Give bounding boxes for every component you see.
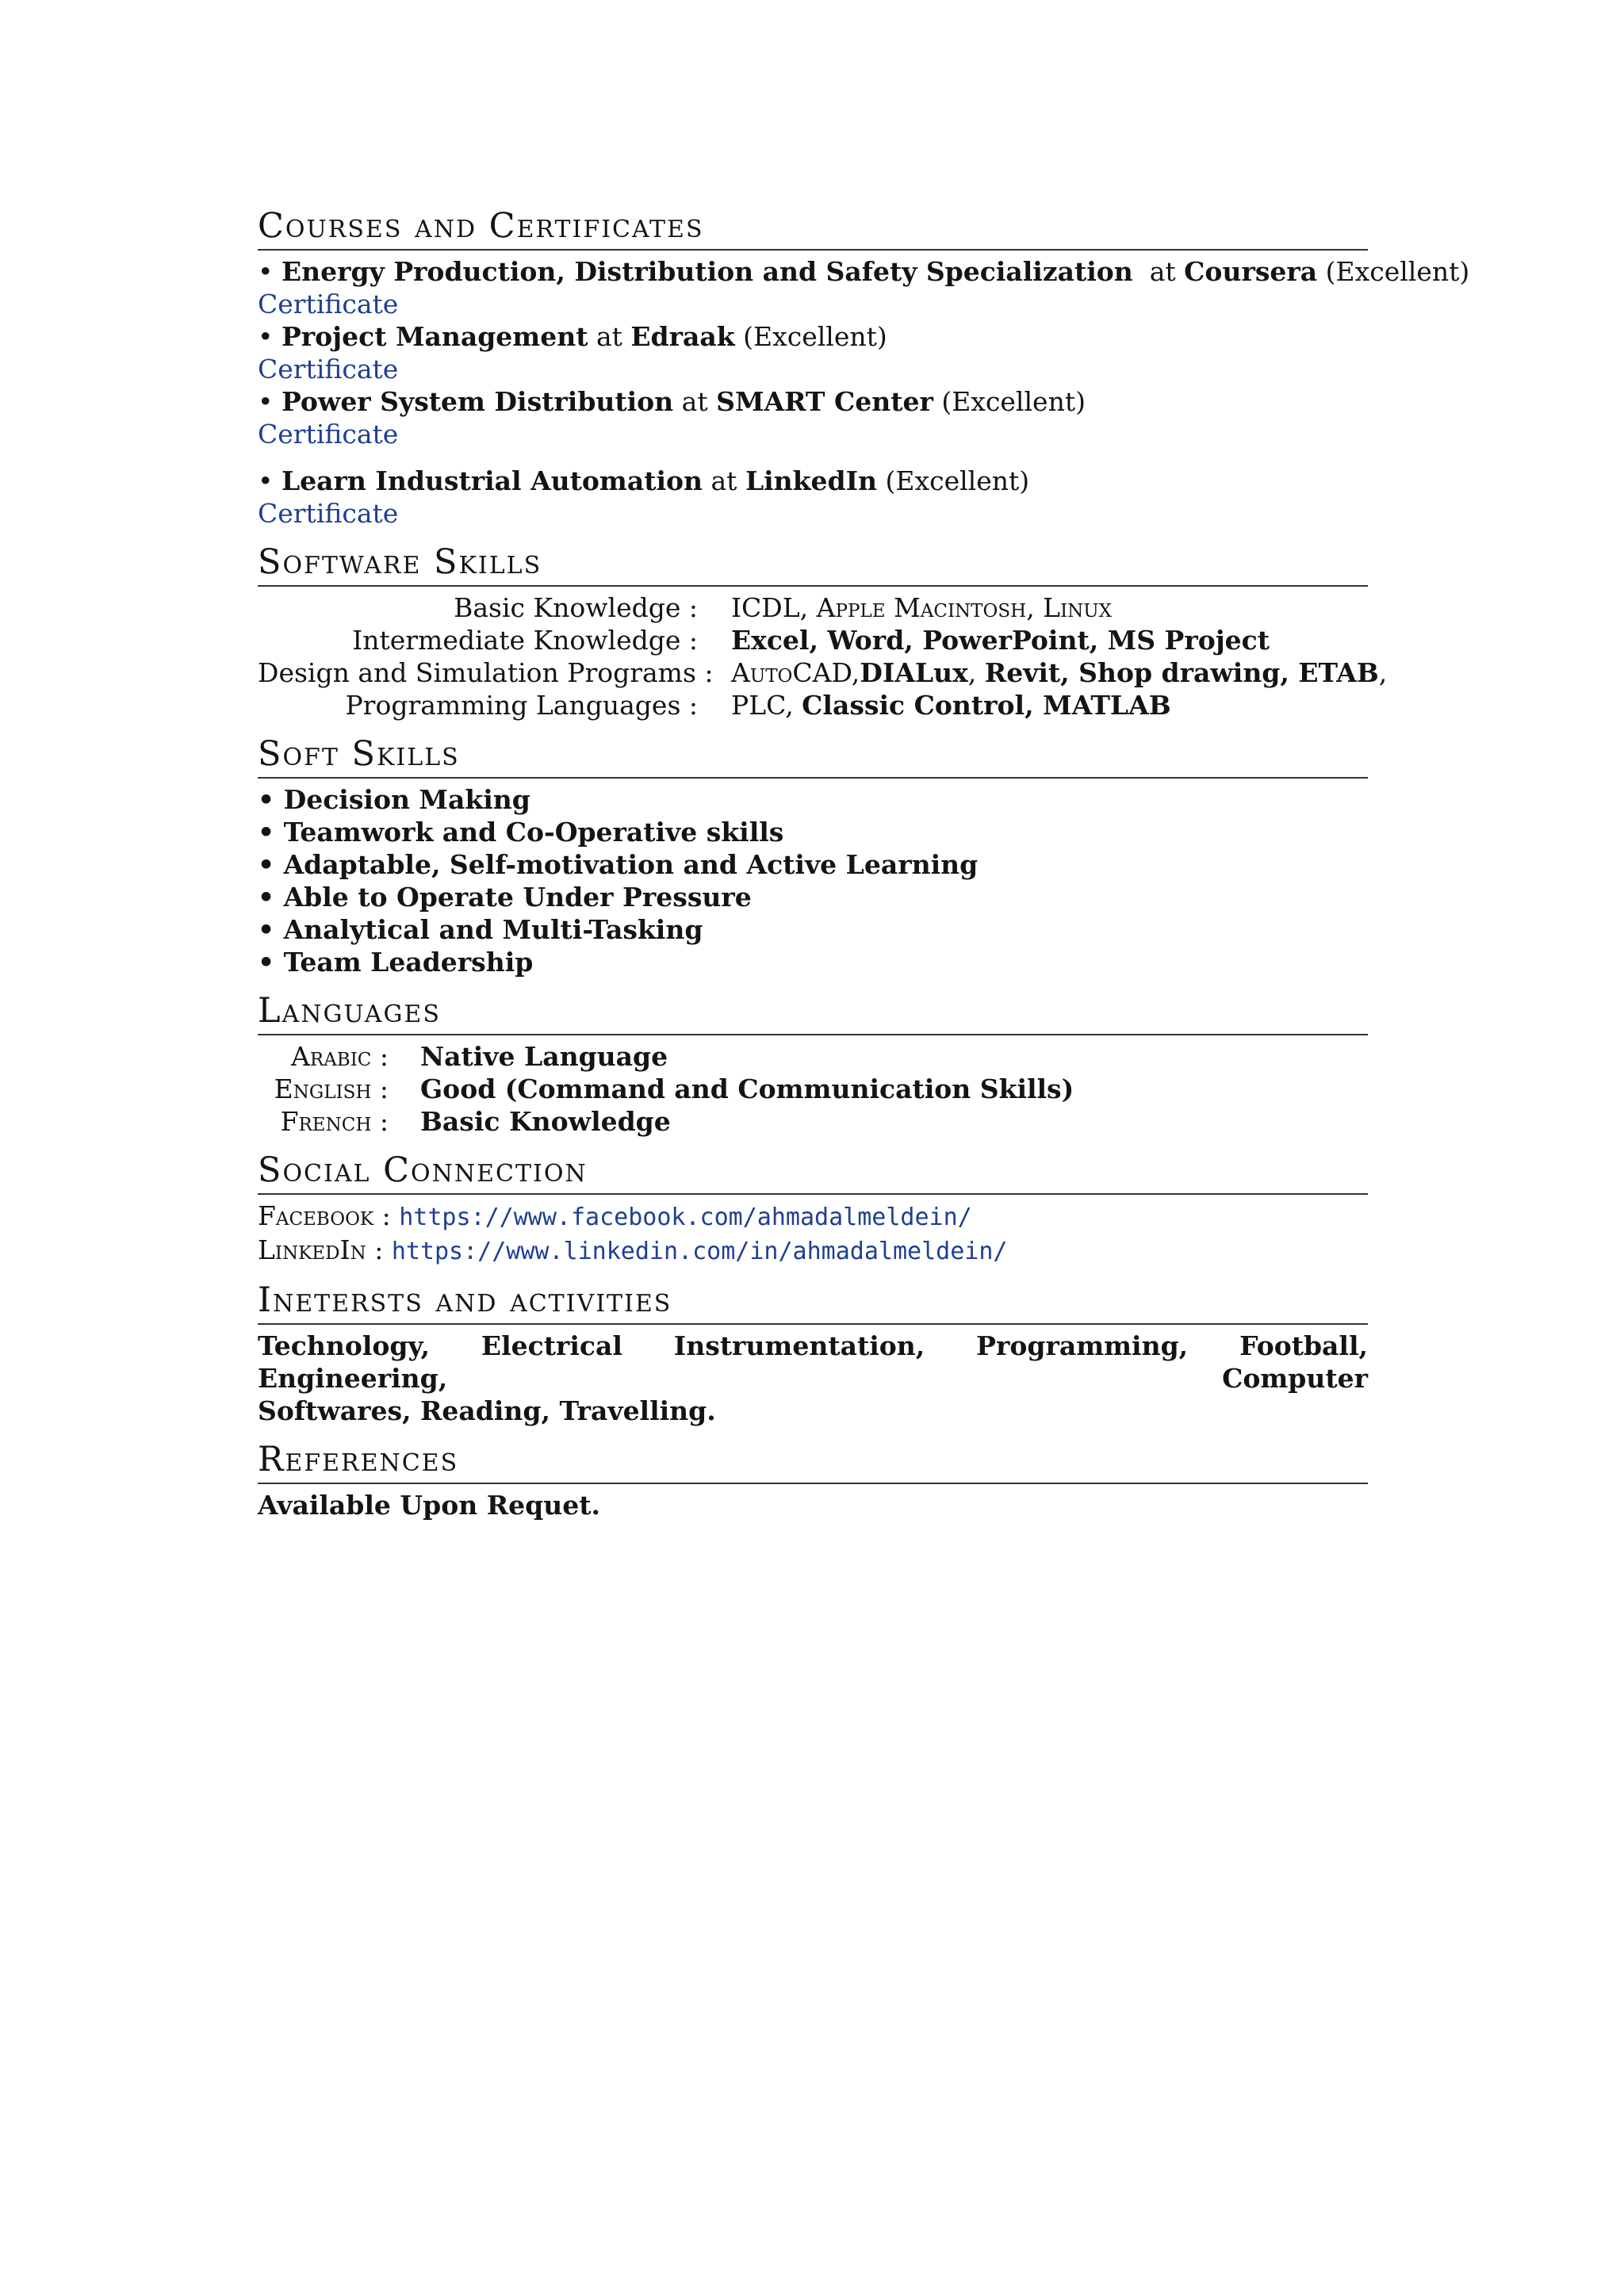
section-divider <box>258 585 1368 587</box>
interests-section <box>258 1279 1368 1427</box>
references-section <box>258 1438 1368 1521</box>
skill-value <box>731 689 1387 721</box>
section-divider <box>258 777 1368 779</box>
languages-section <box>258 989 1368 1138</box>
languages-title: Languages <box>258 991 441 1031</box>
bullet: • <box>258 321 274 352</box>
language-level: Good (Command and Communication Skills) <box>420 1073 1074 1104</box>
skill-label: Intermediate Knowledge : <box>352 625 698 656</box>
section-divider <box>258 249 1368 251</box>
software-title: Software Skills <box>258 542 542 582</box>
skill-value-part: , <box>967 657 985 688</box>
course-name: Learn Industrial Automation <box>281 465 703 496</box>
course-at: at <box>710 465 737 496</box>
language-level: Basic Knowledge <box>420 1106 671 1137</box>
course-name: Power System Distribution <box>281 386 674 417</box>
course-at: at <box>681 386 708 417</box>
skill-value-part: , <box>1378 657 1388 688</box>
course-grade: (Excellent) <box>941 386 1086 417</box>
skill-label: Basic Knowledge : <box>454 592 698 623</box>
bullet: • <box>258 256 274 287</box>
linkedin-row <box>258 1234 1368 1268</box>
course-grade: (Excellent) <box>1325 256 1470 287</box>
course-at: at <box>1149 256 1176 287</box>
bullet: • <box>258 386 274 417</box>
skill-label: Design and Simulation Programs : <box>258 657 714 688</box>
language-level: Native Language <box>420 1041 668 1072</box>
linkedin-link[interactable]: https://www.linkedin.com/in/ahmadalmeldein/ <box>391 1238 1008 1265</box>
course-item <box>258 255 1470 320</box>
certificate-link[interactable]: Certificate <box>258 289 399 320</box>
course-item <box>258 320 1368 385</box>
course-org: LinkedIn <box>745 465 878 496</box>
facebook-link[interactable]: https://www.facebook.com/ahmadalmeldein/ <box>399 1203 972 1231</box>
references-title: References <box>258 1440 459 1479</box>
course-org: SMART Center <box>716 386 933 417</box>
references-text: Available Upon Requet. <box>258 1490 600 1521</box>
certificate-link[interactable]: Certificate <box>258 354 399 385</box>
certificate-link[interactable]: Certificate <box>258 498 399 529</box>
software-section <box>258 541 1388 721</box>
soft-skill-item: • Teamwork and Co-Operative skills <box>258 817 784 848</box>
section-divider <box>258 1323 1368 1325</box>
spacer <box>258 450 1368 465</box>
language-name: English : <box>274 1073 389 1104</box>
course-org: Coursera <box>1184 256 1318 287</box>
certificate-link[interactable]: Certificate <box>258 419 399 450</box>
software-table <box>258 591 1388 721</box>
course-org: Edraak <box>630 321 735 352</box>
skill-value: Excel, Word, PowerPoint, MS Project <box>731 625 1270 656</box>
linkedin-label: LinkedIn : <box>258 1234 384 1265</box>
section-divider <box>258 1034 1368 1035</box>
skill-value-part: PLC, <box>731 690 802 721</box>
courses-title: Courses and Certificates <box>258 206 704 246</box>
interests-line: Technology, Electrical Instrumentation, Programming, Football, Engineering, Computer <box>258 1330 1368 1394</box>
soft-skills-title: Soft Skills <box>258 734 460 774</box>
facebook-row <box>258 1200 1368 1234</box>
course-at: at <box>596 321 622 352</box>
section-divider <box>258 1193 1368 1195</box>
course-grade: (Excellent) <box>885 465 1030 496</box>
courses-section <box>258 205 1470 530</box>
soft-skill-item: • Adaptable, Self-motivation and Active Learning <box>258 849 979 880</box>
soft-skill-item: • Analytical and Multi-Tasking <box>258 914 703 945</box>
course-name: Energy Production, Distribution and Safety Specialization <box>281 256 1133 287</box>
skill-value-part: DIALux <box>860 657 968 688</box>
skill-value-part: Classic Control, MATLAB <box>802 690 1171 721</box>
skill-value: ICDL, Apple Macintosh, Linux <box>731 592 1113 623</box>
skill-label: Programming Languages : <box>345 690 698 721</box>
skill-value-part: Revit, Shop drawing, ETAB <box>984 657 1379 688</box>
interests-text <box>258 1330 1368 1427</box>
course-item <box>258 385 1368 450</box>
course-name: Project Management <box>281 321 588 352</box>
languages-table <box>258 1040 1368 1138</box>
section-divider <box>258 1483 1368 1484</box>
interests-line: Softwares, Reading, Travelling. <box>258 1395 716 1426</box>
bullet: • <box>258 465 274 496</box>
resume-page <box>258 205 1470 1521</box>
language-name: French : <box>280 1106 389 1137</box>
soft-skills-section <box>258 733 1368 978</box>
language-name: Arabic : <box>291 1041 389 1072</box>
soft-skill-item: • Decision Making <box>258 784 530 815</box>
skill-value-part: AutoCAD, <box>731 657 860 688</box>
soft-skill-item: • Able to Operate Under Pressure <box>258 882 752 913</box>
interests-title: Inetersts and activities <box>258 1280 672 1320</box>
soft-skill-item: • Team Leadership <box>258 947 534 978</box>
social-section <box>258 1149 1368 1268</box>
skill-value <box>731 656 1387 689</box>
facebook-label: Facebook : <box>258 1200 391 1231</box>
course-grade: (Excellent) <box>743 321 887 352</box>
course-item <box>258 465 1368 530</box>
social-title: Social Connection <box>258 1150 588 1190</box>
